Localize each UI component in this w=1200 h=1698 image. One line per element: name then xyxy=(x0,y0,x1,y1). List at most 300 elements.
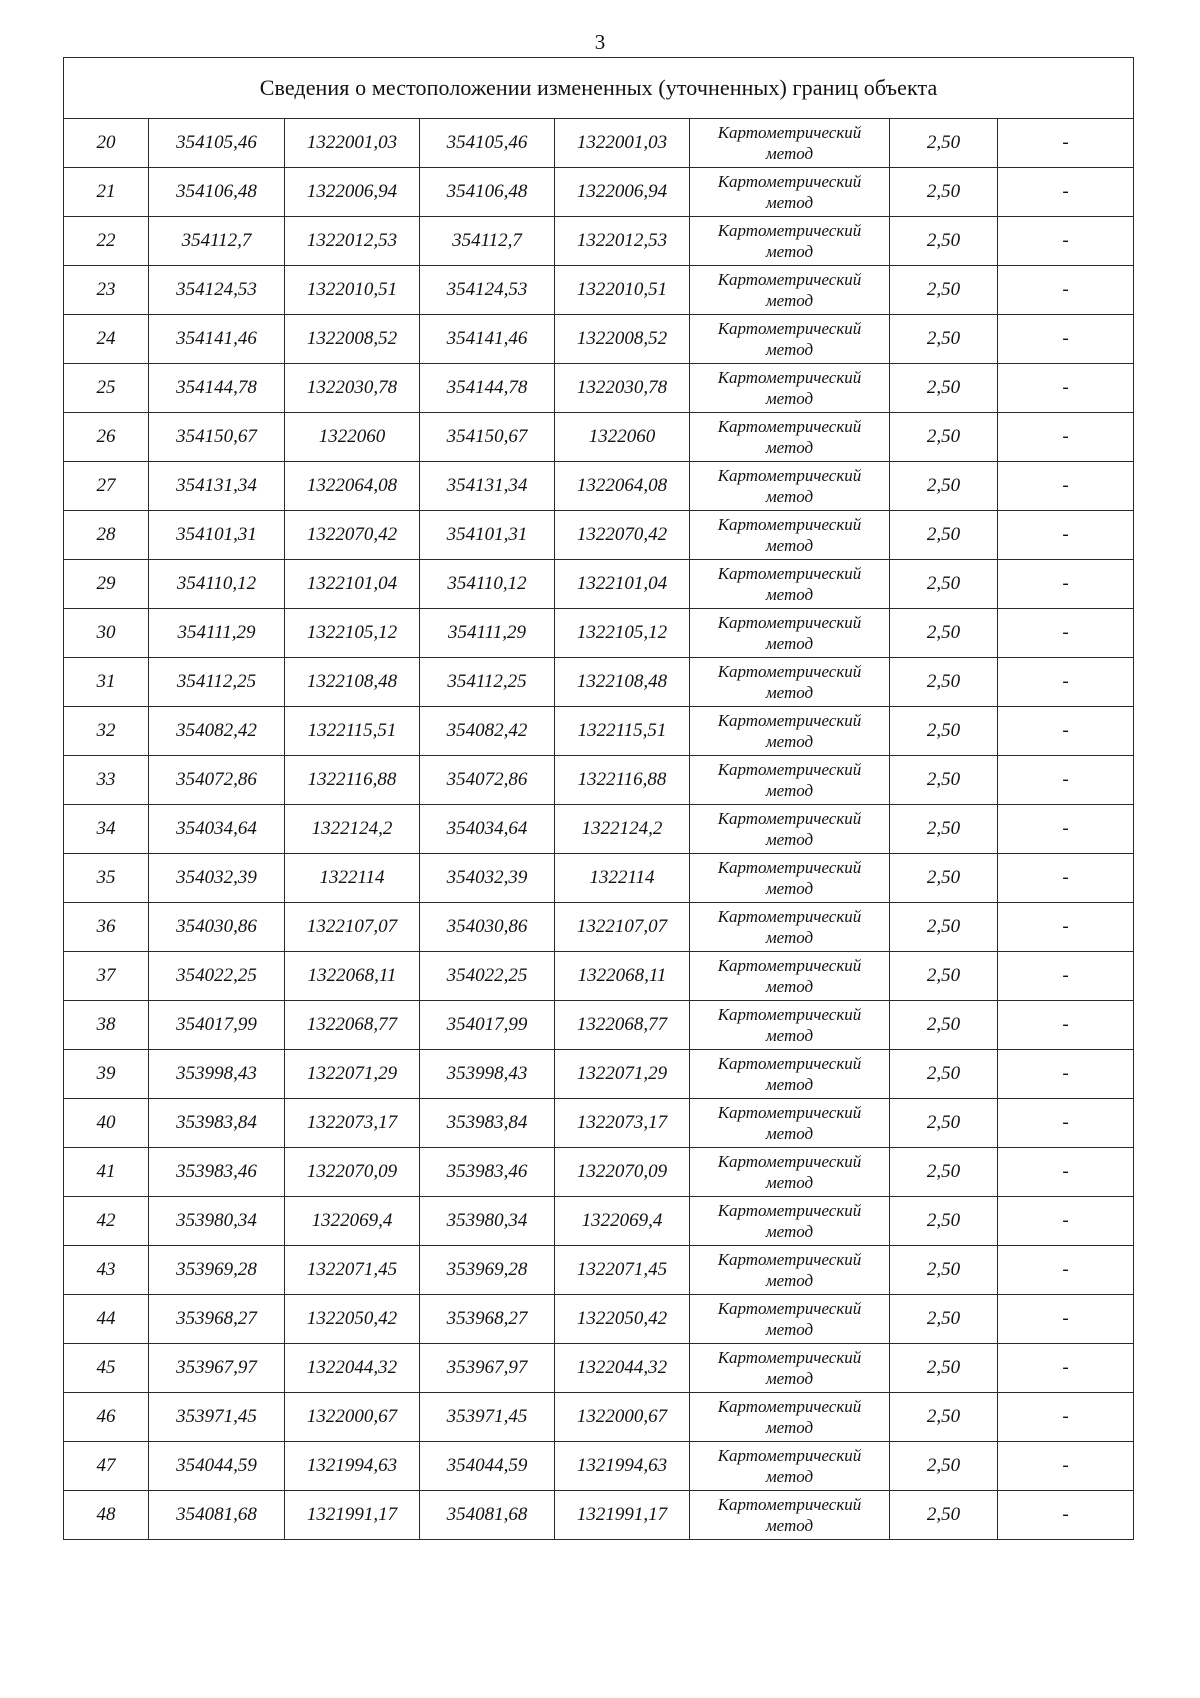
method-line-1: Картометрический xyxy=(717,1005,862,1024)
note-cell: - xyxy=(998,1099,1134,1148)
method-cell xyxy=(690,854,890,903)
table-row xyxy=(64,1295,1134,1344)
existing-y-cell: 1322070,42 xyxy=(285,511,420,560)
existing-y-cell: 1322068,11 xyxy=(285,952,420,1001)
existing-x-cell: 354017,99 xyxy=(149,1001,285,1050)
accuracy-cell: 2,50 xyxy=(890,952,998,1001)
note-cell: - xyxy=(998,903,1134,952)
point-number-cell: 39 xyxy=(64,1050,149,1099)
table-row xyxy=(64,119,1134,168)
method-line-2: метод xyxy=(765,781,814,800)
accuracy-cell: 2,50 xyxy=(890,315,998,364)
table-body xyxy=(64,58,1134,1540)
table-row xyxy=(64,1246,1134,1295)
method-line-2: метод xyxy=(765,1467,814,1486)
existing-x-cell: 354101,31 xyxy=(149,511,285,560)
refined-y-cell: 1322050,42 xyxy=(555,1295,690,1344)
accuracy-cell: 2,50 xyxy=(890,1148,998,1197)
note-cell: - xyxy=(998,462,1134,511)
method-cell xyxy=(690,952,890,1001)
method-line-1: Картометрический xyxy=(717,270,862,289)
existing-x-cell: 354034,64 xyxy=(149,805,285,854)
method-line-1: Картометрический xyxy=(717,1201,862,1220)
refined-y-cell: 1322101,04 xyxy=(555,560,690,609)
method-line-2: метод xyxy=(765,291,814,310)
existing-x-cell: 354144,78 xyxy=(149,364,285,413)
table-row xyxy=(64,315,1134,364)
existing-y-cell: 1322010,51 xyxy=(285,266,420,315)
method-line-1: Картометрический xyxy=(717,319,862,338)
method-cell xyxy=(690,1344,890,1393)
existing-x-cell: 353983,46 xyxy=(149,1148,285,1197)
refined-x-cell: 354044,59 xyxy=(420,1442,555,1491)
method-cell xyxy=(690,560,890,609)
method-cell xyxy=(690,609,890,658)
refined-y-cell: 1322105,12 xyxy=(555,609,690,658)
method-line-2: метод xyxy=(765,1418,814,1437)
point-number-cell: 29 xyxy=(64,560,149,609)
existing-y-cell: 1321991,17 xyxy=(285,1491,420,1540)
accuracy-cell: 2,50 xyxy=(890,1344,998,1393)
existing-x-cell: 354112,25 xyxy=(149,658,285,707)
existing-x-cell: 353980,34 xyxy=(149,1197,285,1246)
refined-y-cell: 1322116,88 xyxy=(555,756,690,805)
note-cell: - xyxy=(998,1050,1134,1099)
refined-y-cell: 1322044,32 xyxy=(555,1344,690,1393)
method-line-2: метод xyxy=(765,487,814,506)
table-row xyxy=(64,1491,1134,1540)
accuracy-cell: 2,50 xyxy=(890,903,998,952)
existing-y-cell: 1322071,45 xyxy=(285,1246,420,1295)
refined-x-cell: 354124,53 xyxy=(420,266,555,315)
point-number-cell: 23 xyxy=(64,266,149,315)
accuracy-cell: 2,50 xyxy=(890,609,998,658)
method-line-1: Картометрический xyxy=(717,613,862,632)
existing-y-cell: 1322070,09 xyxy=(285,1148,420,1197)
refined-x-cell: 354111,29 xyxy=(420,609,555,658)
table-row xyxy=(64,707,1134,756)
refined-x-cell: 354106,48 xyxy=(420,168,555,217)
method-line-1: Картометрический xyxy=(717,1054,862,1073)
method-line-2: метод xyxy=(765,536,814,555)
accuracy-cell: 2,50 xyxy=(890,756,998,805)
method-cell xyxy=(690,217,890,266)
refined-y-cell: 1321994,63 xyxy=(555,1442,690,1491)
method-cell xyxy=(690,903,890,952)
method-line-1: Картометрический xyxy=(717,368,862,387)
method-cell xyxy=(690,266,890,315)
table-row xyxy=(64,609,1134,658)
point-number-cell: 27 xyxy=(64,462,149,511)
table-row xyxy=(64,1197,1134,1246)
table-row xyxy=(64,1099,1134,1148)
point-number-cell: 38 xyxy=(64,1001,149,1050)
existing-y-cell: 1322105,12 xyxy=(285,609,420,658)
note-cell: - xyxy=(998,1197,1134,1246)
accuracy-cell: 2,50 xyxy=(890,1393,998,1442)
accuracy-cell: 2,50 xyxy=(890,413,998,462)
refined-x-cell: 353968,27 xyxy=(420,1295,555,1344)
refined-y-cell: 1322073,17 xyxy=(555,1099,690,1148)
method-cell xyxy=(690,1099,890,1148)
table-row xyxy=(64,413,1134,462)
existing-y-cell: 1321994,63 xyxy=(285,1442,420,1491)
point-number-cell: 42 xyxy=(64,1197,149,1246)
refined-x-cell: 353983,46 xyxy=(420,1148,555,1197)
method-line-1: Картометрический xyxy=(717,907,862,926)
accuracy-cell: 2,50 xyxy=(890,1050,998,1099)
method-line-2: метод xyxy=(765,144,814,163)
refined-y-cell: 1322108,48 xyxy=(555,658,690,707)
refined-y-cell: 1322069,4 xyxy=(555,1197,690,1246)
method-cell xyxy=(690,1197,890,1246)
existing-y-cell: 1322073,17 xyxy=(285,1099,420,1148)
refined-y-cell: 1322071,29 xyxy=(555,1050,690,1099)
note-cell: - xyxy=(998,119,1134,168)
method-line-1: Картометрический xyxy=(717,564,862,583)
point-number-cell: 24 xyxy=(64,315,149,364)
method-line-1: Картометрический xyxy=(717,858,862,877)
accuracy-cell: 2,50 xyxy=(890,1491,998,1540)
point-number-cell: 26 xyxy=(64,413,149,462)
table-row xyxy=(64,560,1134,609)
refined-x-cell: 354131,34 xyxy=(420,462,555,511)
method-cell xyxy=(690,511,890,560)
method-cell xyxy=(690,119,890,168)
note-cell: - xyxy=(998,1246,1134,1295)
refined-y-cell: 1322012,53 xyxy=(555,217,690,266)
method-line-2: метод xyxy=(765,732,814,751)
point-number-cell: 43 xyxy=(64,1246,149,1295)
method-line-1: Картометрический xyxy=(717,1299,862,1318)
method-cell xyxy=(690,462,890,511)
method-cell xyxy=(690,168,890,217)
method-line-2: метод xyxy=(765,1173,814,1192)
existing-x-cell: 353967,97 xyxy=(149,1344,285,1393)
refined-x-cell: 353980,34 xyxy=(420,1197,555,1246)
refined-x-cell: 354112,7 xyxy=(420,217,555,266)
existing-y-cell: 1322001,03 xyxy=(285,119,420,168)
note-cell: - xyxy=(998,1344,1134,1393)
method-cell xyxy=(690,413,890,462)
existing-y-cell: 1322000,67 xyxy=(285,1393,420,1442)
point-number-cell: 31 xyxy=(64,658,149,707)
method-cell xyxy=(690,805,890,854)
refined-x-cell: 354101,31 xyxy=(420,511,555,560)
table-row xyxy=(64,462,1134,511)
refined-y-cell: 1322008,52 xyxy=(555,315,690,364)
method-line-2: метод xyxy=(765,1222,814,1241)
existing-y-cell: 1322006,94 xyxy=(285,168,420,217)
method-cell xyxy=(690,756,890,805)
accuracy-cell: 2,50 xyxy=(890,1246,998,1295)
method-line-1: Картометрический xyxy=(717,466,862,485)
refined-x-cell: 354034,64 xyxy=(420,805,555,854)
refined-y-cell: 1322114 xyxy=(555,854,690,903)
table-row xyxy=(64,903,1134,952)
method-line-1: Картометрический xyxy=(717,1152,862,1171)
method-line-2: метод xyxy=(765,928,814,947)
point-number-cell: 40 xyxy=(64,1099,149,1148)
table-row xyxy=(64,1393,1134,1442)
point-number-cell: 21 xyxy=(64,168,149,217)
method-line-2: метод xyxy=(765,242,814,261)
refined-y-cell: 1322107,07 xyxy=(555,903,690,952)
method-line-2: метод xyxy=(765,1026,814,1045)
table-row xyxy=(64,1344,1134,1393)
method-line-1: Картометрический xyxy=(717,123,862,142)
point-number-cell: 45 xyxy=(64,1344,149,1393)
existing-x-cell: 354022,25 xyxy=(149,952,285,1001)
method-line-1: Картометрический xyxy=(717,1250,862,1269)
method-cell xyxy=(690,1001,890,1050)
refined-x-cell: 354030,86 xyxy=(420,903,555,952)
point-number-cell: 32 xyxy=(64,707,149,756)
method-cell xyxy=(690,707,890,756)
method-cell xyxy=(690,658,890,707)
existing-x-cell: 353998,43 xyxy=(149,1050,285,1099)
method-cell xyxy=(690,1246,890,1295)
refined-x-cell: 354017,99 xyxy=(420,1001,555,1050)
point-number-cell: 30 xyxy=(64,609,149,658)
method-line-1: Картометрический xyxy=(717,1103,862,1122)
existing-x-cell: 354106,48 xyxy=(149,168,285,217)
method-cell xyxy=(690,1491,890,1540)
refined-y-cell: 1322064,08 xyxy=(555,462,690,511)
existing-x-cell: 353968,27 xyxy=(149,1295,285,1344)
method-line-2: метод xyxy=(765,193,814,212)
method-line-2: метод xyxy=(765,1124,814,1143)
method-line-2: метод xyxy=(765,830,814,849)
accuracy-cell: 2,50 xyxy=(890,462,998,511)
existing-x-cell: 354081,68 xyxy=(149,1491,285,1540)
accuracy-cell: 2,50 xyxy=(890,1099,998,1148)
point-number-cell: 25 xyxy=(64,364,149,413)
note-cell: - xyxy=(998,756,1134,805)
page-number: 3 xyxy=(594,30,606,54)
accuracy-cell: 2,50 xyxy=(890,854,998,903)
existing-y-cell: 1322108,48 xyxy=(285,658,420,707)
refined-x-cell: 354112,25 xyxy=(420,658,555,707)
existing-x-cell: 354110,12 xyxy=(149,560,285,609)
accuracy-cell: 2,50 xyxy=(890,168,998,217)
existing-y-cell: 1322008,52 xyxy=(285,315,420,364)
point-number-cell: 36 xyxy=(64,903,149,952)
method-cell xyxy=(690,1050,890,1099)
existing-x-cell: 353983,84 xyxy=(149,1099,285,1148)
method-cell xyxy=(690,1442,890,1491)
existing-x-cell: 354112,7 xyxy=(149,217,285,266)
existing-x-cell: 354141,46 xyxy=(149,315,285,364)
method-line-1: Картометрический xyxy=(717,172,862,191)
refined-y-cell: 1322000,67 xyxy=(555,1393,690,1442)
existing-x-cell: 354032,39 xyxy=(149,854,285,903)
existing-y-cell: 1322115,51 xyxy=(285,707,420,756)
refined-y-cell: 1322001,03 xyxy=(555,119,690,168)
method-line-1: Картометрический xyxy=(717,711,862,730)
refined-y-cell: 1322030,78 xyxy=(555,364,690,413)
table-row xyxy=(64,756,1134,805)
existing-y-cell: 1322030,78 xyxy=(285,364,420,413)
method-line-1: Картометрический xyxy=(717,662,862,681)
existing-x-cell: 354044,59 xyxy=(149,1442,285,1491)
method-line-1: Картометрический xyxy=(717,417,862,436)
note-cell: - xyxy=(998,315,1134,364)
point-number-cell: 41 xyxy=(64,1148,149,1197)
method-line-1: Картометрический xyxy=(717,809,862,828)
existing-x-cell: 354072,86 xyxy=(149,756,285,805)
method-line-2: метод xyxy=(765,1320,814,1339)
existing-y-cell: 1322114 xyxy=(285,854,420,903)
note-cell: - xyxy=(998,707,1134,756)
existing-y-cell: 1322107,07 xyxy=(285,903,420,952)
refined-x-cell: 353969,28 xyxy=(420,1246,555,1295)
accuracy-cell: 2,50 xyxy=(890,266,998,315)
refined-x-cell: 353967,97 xyxy=(420,1344,555,1393)
note-cell: - xyxy=(998,1442,1134,1491)
method-line-1: Картометрический xyxy=(717,1495,862,1514)
refined-x-cell: 354032,39 xyxy=(420,854,555,903)
note-cell: - xyxy=(998,854,1134,903)
refined-x-cell: 354072,86 xyxy=(420,756,555,805)
existing-y-cell: 1322069,4 xyxy=(285,1197,420,1246)
method-line-1: Картометрический xyxy=(717,956,862,975)
table-title: Сведения о местоположении измененных (уточненных) границ объекта xyxy=(64,58,1134,119)
refined-x-cell: 354150,67 xyxy=(420,413,555,462)
note-cell: - xyxy=(998,560,1134,609)
existing-y-cell: 1322050,42 xyxy=(285,1295,420,1344)
point-number-cell: 47 xyxy=(64,1442,149,1491)
existing-x-cell: 353969,28 xyxy=(149,1246,285,1295)
method-cell xyxy=(690,364,890,413)
existing-y-cell: 1322124,2 xyxy=(285,805,420,854)
point-number-cell: 37 xyxy=(64,952,149,1001)
accuracy-cell: 2,50 xyxy=(890,1197,998,1246)
existing-x-cell: 354131,34 xyxy=(149,462,285,511)
note-cell: - xyxy=(998,1393,1134,1442)
existing-x-cell: 354150,67 xyxy=(149,413,285,462)
method-line-2: метод xyxy=(765,683,814,702)
existing-x-cell: 354124,53 xyxy=(149,266,285,315)
method-line-1: Картометрический xyxy=(717,515,862,534)
refined-y-cell: 1321991,17 xyxy=(555,1491,690,1540)
method-line-2: метод xyxy=(765,1271,814,1290)
method-line-2: метод xyxy=(765,879,814,898)
refined-x-cell: 354141,46 xyxy=(420,315,555,364)
table-row xyxy=(64,1050,1134,1099)
refined-y-cell: 1322115,51 xyxy=(555,707,690,756)
method-line-1: Картометрический xyxy=(717,1348,862,1367)
existing-x-cell: 354030,86 xyxy=(149,903,285,952)
table-row xyxy=(64,1001,1134,1050)
accuracy-cell: 2,50 xyxy=(890,1442,998,1491)
method-line-2: метод xyxy=(765,389,814,408)
point-number-cell: 48 xyxy=(64,1491,149,1540)
point-number-cell: 20 xyxy=(64,119,149,168)
note-cell: - xyxy=(998,511,1134,560)
table-row xyxy=(64,854,1134,903)
note-cell: - xyxy=(998,413,1134,462)
method-line-2: метод xyxy=(765,977,814,996)
refined-y-cell: 1322124,2 xyxy=(555,805,690,854)
point-number-cell: 46 xyxy=(64,1393,149,1442)
method-cell xyxy=(690,315,890,364)
refined-x-cell: 354105,46 xyxy=(420,119,555,168)
refined-y-cell: 1322068,11 xyxy=(555,952,690,1001)
method-line-2: метод xyxy=(765,634,814,653)
accuracy-cell: 2,50 xyxy=(890,707,998,756)
note-cell: - xyxy=(998,1295,1134,1344)
table-row xyxy=(64,805,1134,854)
point-number-cell: 28 xyxy=(64,511,149,560)
method-line-2: метод xyxy=(765,585,814,604)
accuracy-cell: 2,50 xyxy=(890,560,998,609)
existing-y-cell: 1322071,29 xyxy=(285,1050,420,1099)
method-line-2: метод xyxy=(765,1369,814,1388)
refined-y-cell: 1322068,77 xyxy=(555,1001,690,1050)
note-cell: - xyxy=(998,217,1134,266)
refined-x-cell: 354081,68 xyxy=(420,1491,555,1540)
method-line-1: Картометрический xyxy=(717,1397,862,1416)
accuracy-cell: 2,50 xyxy=(890,511,998,560)
method-line-1: Картометрический xyxy=(717,760,862,779)
accuracy-cell: 2,50 xyxy=(890,658,998,707)
method-line-1: Картометрический xyxy=(717,1446,862,1465)
note-cell: - xyxy=(998,952,1134,1001)
accuracy-cell: 2,50 xyxy=(890,217,998,266)
point-number-cell: 34 xyxy=(64,805,149,854)
note-cell: - xyxy=(998,1001,1134,1050)
existing-y-cell: 1322044,32 xyxy=(285,1344,420,1393)
point-number-cell: 22 xyxy=(64,217,149,266)
refined-y-cell: 1322070,09 xyxy=(555,1148,690,1197)
accuracy-cell: 2,50 xyxy=(890,364,998,413)
method-line-2: метод xyxy=(765,438,814,457)
existing-x-cell: 354105,46 xyxy=(149,119,285,168)
table-row xyxy=(64,168,1134,217)
refined-y-cell: 1322006,94 xyxy=(555,168,690,217)
table-row xyxy=(64,1148,1134,1197)
refined-y-cell: 1322060 xyxy=(555,413,690,462)
existing-y-cell: 1322012,53 xyxy=(285,217,420,266)
note-cell: - xyxy=(998,364,1134,413)
refined-x-cell: 354082,42 xyxy=(420,707,555,756)
boundary-coordinates-table xyxy=(63,57,1134,1540)
method-cell xyxy=(690,1295,890,1344)
note-cell: - xyxy=(998,609,1134,658)
table-row xyxy=(64,511,1134,560)
refined-x-cell: 353983,84 xyxy=(420,1099,555,1148)
method-line-1: Картометрический xyxy=(717,221,862,240)
note-cell: - xyxy=(998,658,1134,707)
note-cell: - xyxy=(998,805,1134,854)
accuracy-cell: 2,50 xyxy=(890,119,998,168)
note-cell: - xyxy=(998,1148,1134,1197)
refined-x-cell: 354110,12 xyxy=(420,560,555,609)
refined-x-cell: 354022,25 xyxy=(420,952,555,1001)
refined-y-cell: 1322070,42 xyxy=(555,511,690,560)
existing-y-cell: 1322068,77 xyxy=(285,1001,420,1050)
table-row xyxy=(64,952,1134,1001)
existing-x-cell: 354111,29 xyxy=(149,609,285,658)
table-row xyxy=(64,364,1134,413)
existing-y-cell: 1322116,88 xyxy=(285,756,420,805)
point-number-cell: 44 xyxy=(64,1295,149,1344)
method-line-2: метод xyxy=(765,1075,814,1094)
method-line-2: метод xyxy=(765,340,814,359)
table-row xyxy=(64,266,1134,315)
existing-x-cell: 354082,42 xyxy=(149,707,285,756)
